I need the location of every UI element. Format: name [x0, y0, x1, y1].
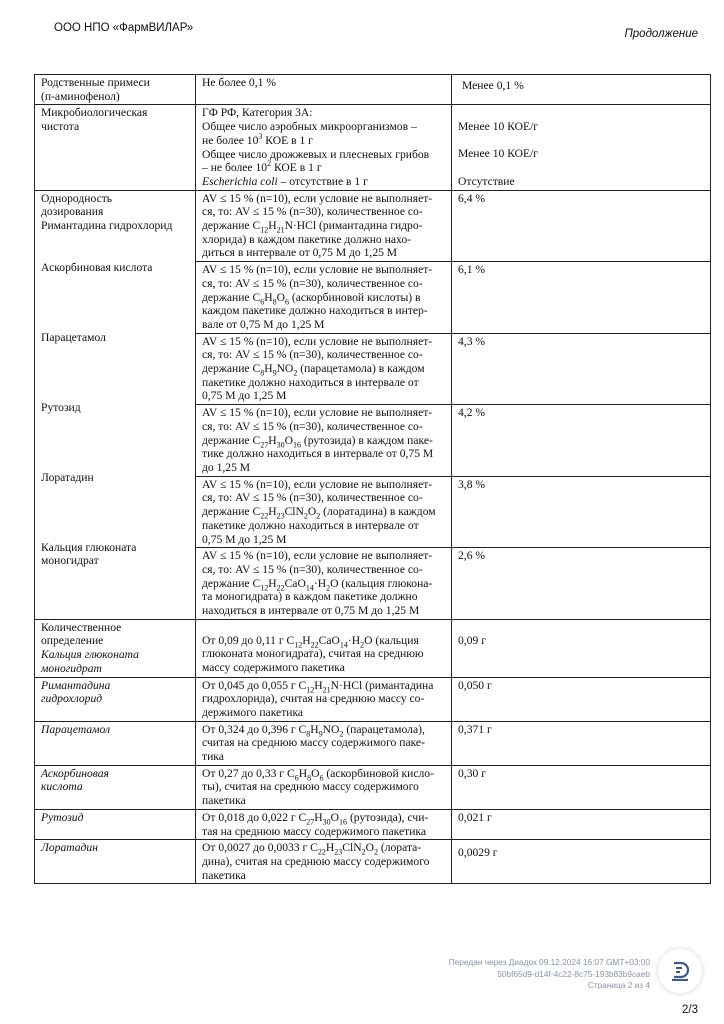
test-name: Римантадина гидрохлорид — [35, 677, 196, 721]
norm: От 0,324 до 0,396 г $C_8H_9NO_2$ (парацетамола), считая на среднюю массу содержимого паке- тика — [196, 721, 452, 765]
result: Менее 0,1 % — [452, 75, 711, 105]
norm: AV ≤ 15 % (n=10), если условие не выполняет- ся, то: AV ≤ 15 % (n=30), количественное со- держание $C_{22}H_{23}ClN_2O_2$ (лоратадина) в каждом пакетике должно находиться в интервале от 0,75 М до 1,25 М — [196, 476, 452, 548]
test-name: Микробиологическая чистота — [35, 105, 196, 190]
result: 4,3 % — [452, 333, 711, 405]
result: 0,371 г — [452, 721, 711, 765]
result: 0,0029 г — [452, 840, 711, 884]
result: 3,8 % — [452, 476, 711, 548]
norm: От 0,0027 до 0,0033 г $C_{22}H_{23}ClN_2O_2$ (лората- дина), считая на среднюю массу содержимого пакетика — [196, 840, 452, 884]
result: 0,050 г — [452, 677, 711, 721]
norm: От 0,09 до 0,11 г $C_{12}H_{22}CaO_{14}\cdot H_2O$ (кальция глюконата моногидрата), считая на среднюю массу содержимого пакетика — [196, 619, 452, 677]
diadoc-logo-icon — [668, 959, 692, 983]
result: 2,6 % — [452, 548, 711, 620]
norm: От 0,018 до 0,022 г $C_{27}H_{30}O_{16}$ (рутозида), счи- тая на среднюю массу содержимого пакетика — [196, 809, 452, 839]
stamp-line: Передан через Диадок 09.12.2024 16:07 GMT+03:00 — [448, 957, 650, 967]
diadoc-stamp — [449, 957, 650, 992]
result: 6,1 % — [452, 262, 711, 334]
table-row — [35, 677, 711, 721]
test-name: Количественное определение Кальция глюконата моногидрат — [35, 619, 196, 677]
result: 0,09 г — [452, 619, 711, 677]
result: 0,021 г — [452, 809, 711, 839]
norm: AV ≤ 15 % (n=10), если условие не выполняет- ся, то: AV ≤ 15 % (n=30), количественное со- держание $C_{12}H_{22}CaO_{14}\cdot H_2O$ (кальция глюкона- та моногидрата) в каждом пакетике должно находиться в интервале от 0,75 М до 1,25 М — [196, 548, 452, 620]
stamp-line: Страница 2 из 4 — [587, 980, 650, 990]
specification-table — [34, 74, 711, 884]
stamp-line: 50bf65d9-d14f-4c22-8c75-193b83b9caeb — [497, 968, 650, 979]
result: 4,2 % — [452, 405, 711, 477]
table-row — [35, 721, 711, 765]
table-row — [35, 75, 711, 105]
continuation-label: Продолжение — [624, 28, 698, 40]
result: 0,30 г — [452, 765, 711, 809]
company-name: ООО НПО «ФармВИЛАР» — [54, 22, 194, 34]
table-row — [35, 765, 711, 809]
norm: ГФ РФ, Категория 3А: Общее число аэробных микроорганизмов – не более $10^3$ КОЕ в 1 г Общее число дрожжевых и плесневых грибов – не более $10^2$ КОЕ в 1 г Escherichia coli – отсутствие в 1 г — [196, 105, 452, 190]
table-row — [35, 809, 711, 839]
norm: AV ≤ 15 % (n=10), если условие не выполняет- ся, то: AV ≤ 15 % (n=30), количественное со- держание $C_{27}H_{30}O_{16}$ (рутозида) в каждом паке- тике должно находиться в интервале от 0,75 М до 1,25 М — [196, 405, 452, 477]
test-name: Парацетамол — [35, 721, 196, 765]
norm: От 0,27 до 0,33 г $C_6H_8O_6$ (аскорбиновой кисло- ты), считая на среднюю массу содержимого пакетика — [196, 765, 452, 809]
test-name: Однородность дозирования Римантадина гидрохлорид Аскорбиновая кислота Парацетамол Рутозид Лоратадин Кальция глюконата моногидрат — [35, 190, 196, 619]
table-row — [35, 190, 711, 262]
page-number: 2/3 — [682, 1004, 698, 1016]
diadoc-logo-icon — [658, 949, 702, 993]
norm: AV ≤ 15 % (n=10), если условие не выполняет- ся, то: AV ≤ 15 % (n=30), количественное со- держание $C_{12}H_{21}N\cdot HCl$ (римантадина гидро- хлорида) в каждом пакетике должно нахо- диться в интервале от 0,75 М до 1,25 М — [196, 190, 452, 262]
test-name: Лоратадин — [35, 840, 196, 884]
table-row — [35, 619, 711, 677]
table-row — [35, 840, 711, 884]
test-name: Аскорбиновая кислота — [35, 765, 196, 809]
table-row — [35, 105, 711, 190]
norm: Не более 0,1 % — [196, 75, 452, 105]
norm: AV ≤ 15 % (n=10), если условие не выполняет- ся, то: AV ≤ 15 % (n=30), количественное со- держание $C_6H_8O_6$ (аскорбиновой кислоты) в каждом пакетике должно находиться в интер- вале от 0,75 М до 1,25 М — [196, 262, 452, 334]
norm: AV ≤ 15 % (n=10), если условие не выполняет- ся, то: AV ≤ 15 % (n=30), количественное со- держание $C_8H_9NO_2$ (парацетамола) в каждом пакетике должно находиться в интервале от 0,75 М до 1,25 М — [196, 333, 452, 405]
test-name: Родственные примеси (п-аминофенол) — [35, 75, 196, 105]
result: 6,4 % — [452, 190, 711, 262]
result: Менее 10 КОЕ/г Менее 10 КОЕ/г Отсутствие — [452, 105, 711, 190]
norm: От 0,045 до 0,055 г $C_{12}H_{21}N\cdot HCl$ (римантадина гидрохлорида), считая на среднюю массу со- держимого пакетика — [196, 677, 452, 721]
test-name: Рутозид — [35, 809, 196, 839]
